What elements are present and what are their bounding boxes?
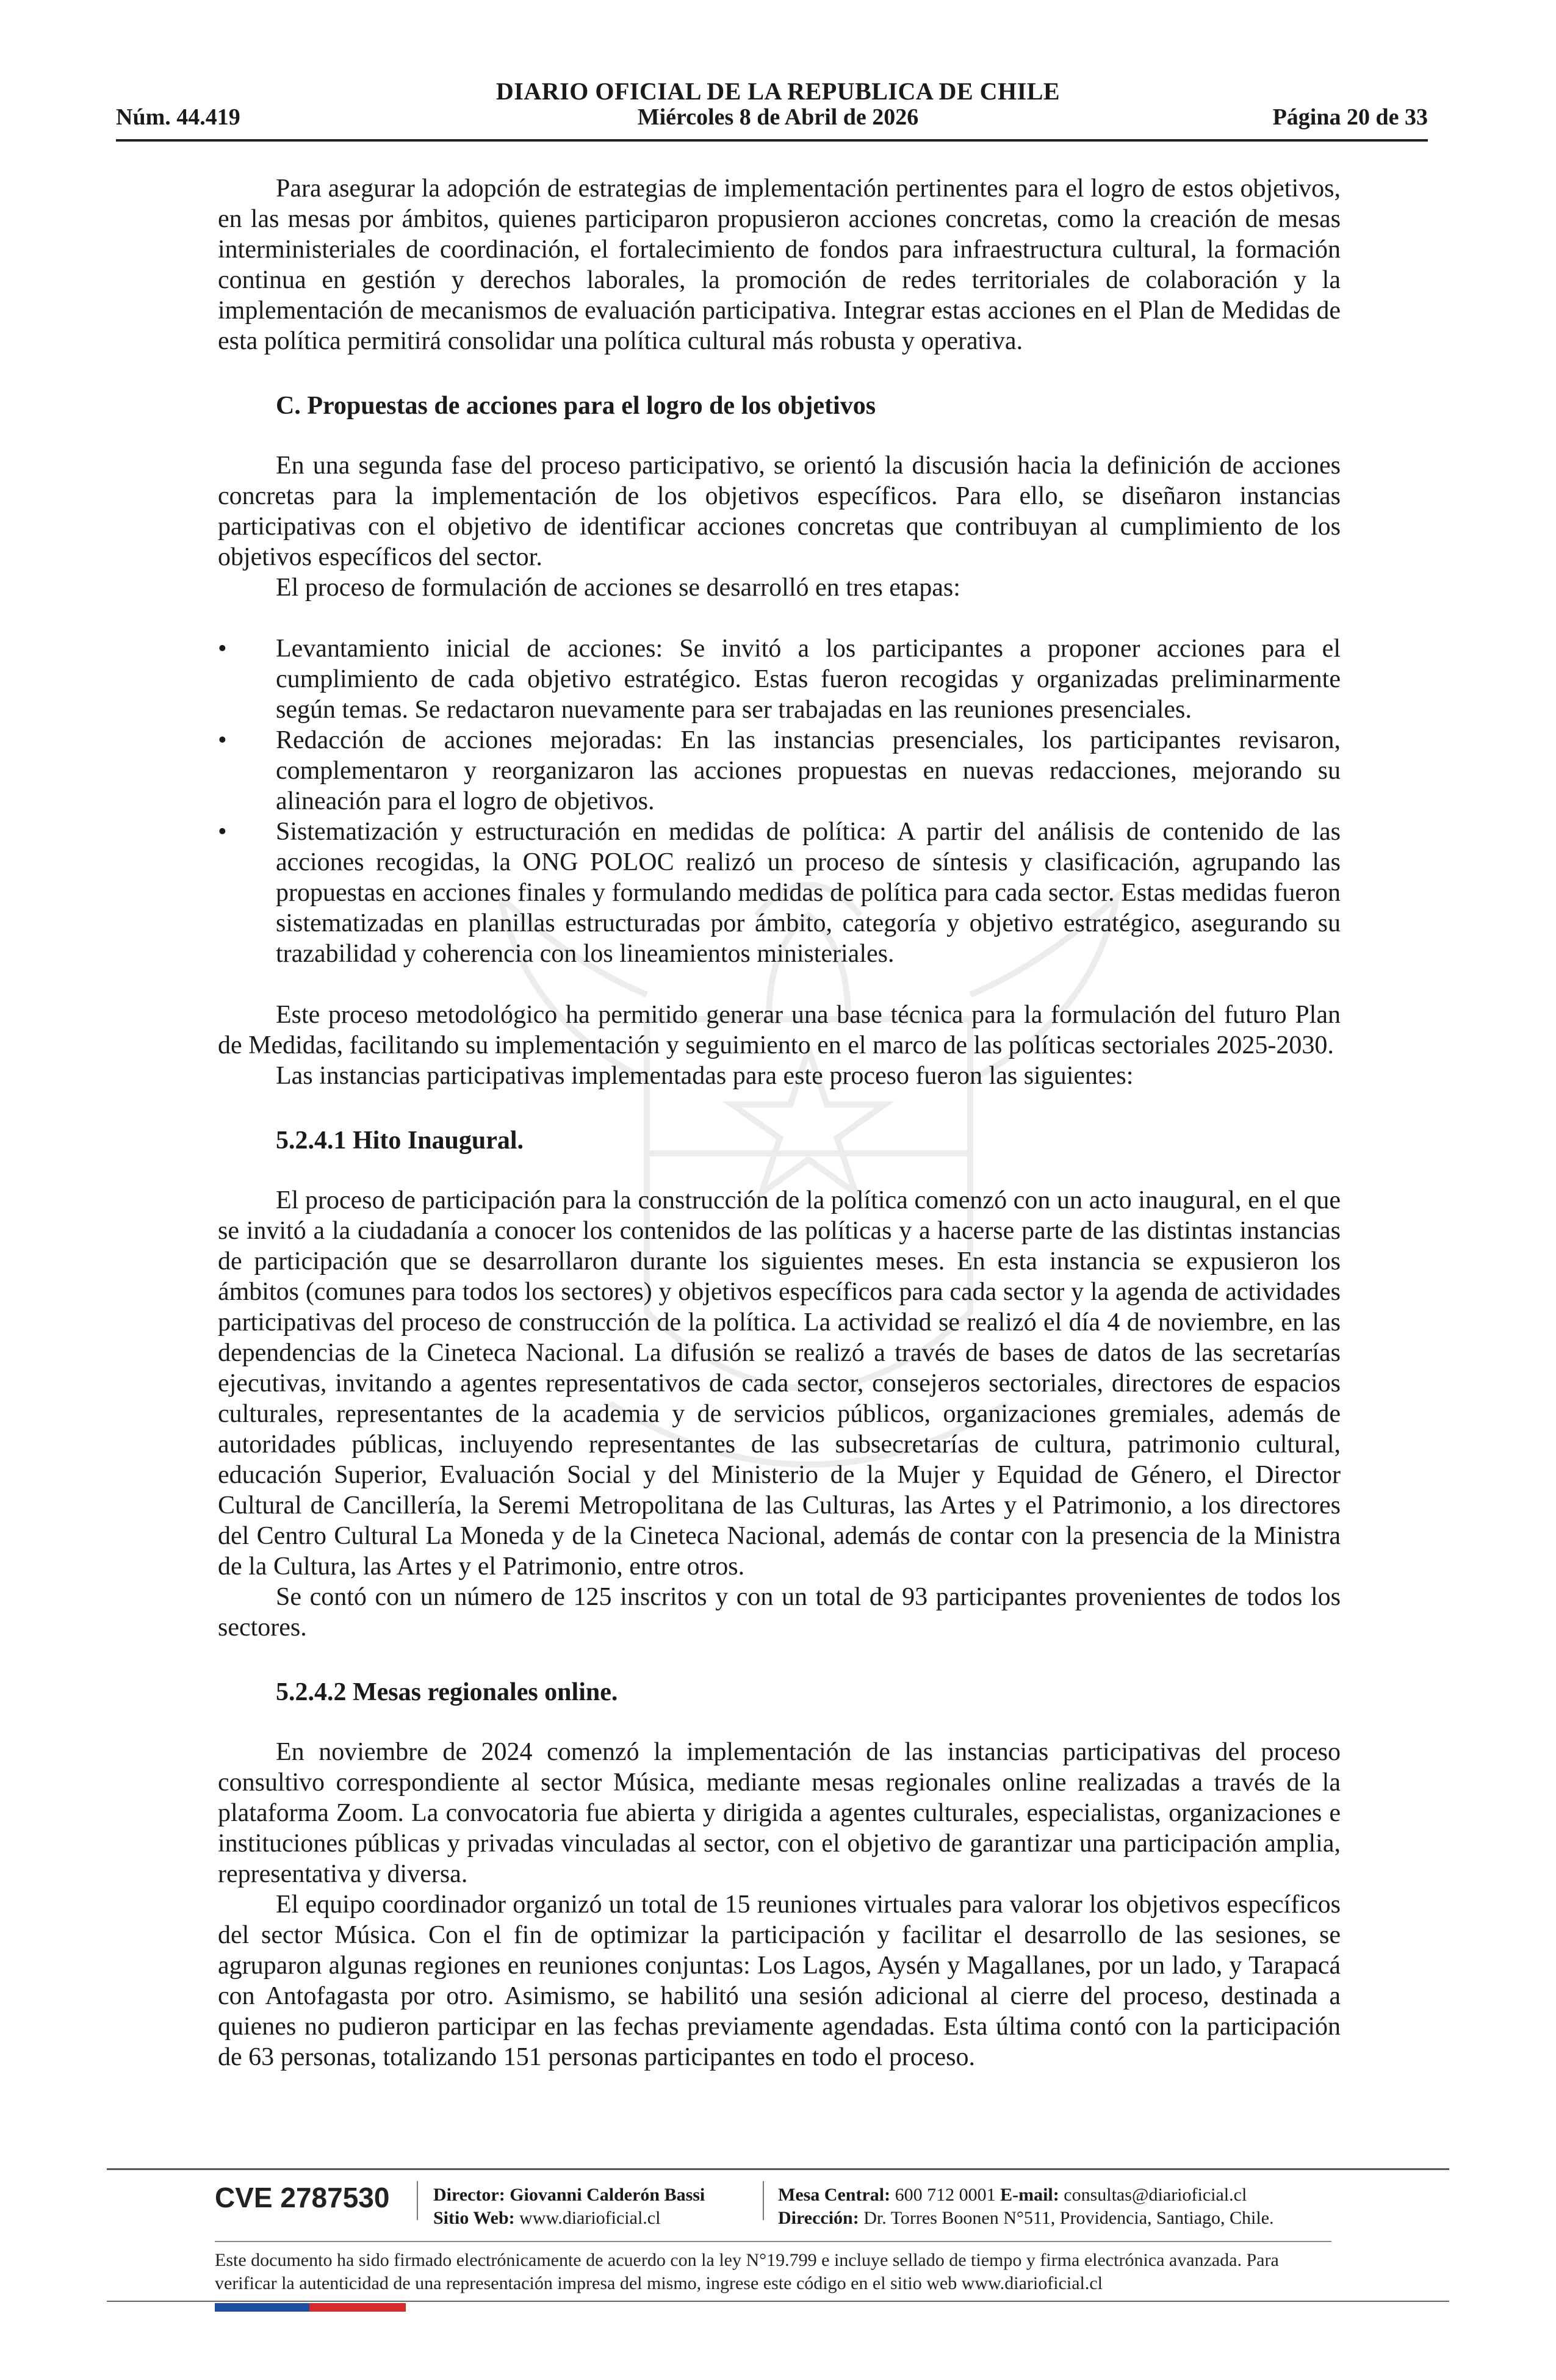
footer-contact-block	[778, 2183, 1274, 2230]
email-link[interactable]: consultas@diarioficial.cl	[1064, 2185, 1247, 2205]
paragraph: El proceso de participación para la construcción de la política comenzó con un acto inaugural, en el que se invitó a la ciudadanía a conocer los contenidos de las políticas y a hacerse parte de las distintas instancias de participación que se desarrollaron durante los siguientes meses. En esta instancia se expusieron los ámbitos (comunes para todos los sectores) y objetivos específicos para cada sector y la agenda de actividades participativas del proceso de construcción de la política. La actividad se realizó el día 4 de noviembre, en las dependencias de la Cineteca Nacional. La difusión se realizó a través de bases de datos de las secretarías ejecutivas, invitando a agentes representativos de cada sector, consejeros sectoriales, directores de espacios culturales, representantes de la academia y de servicios públicos, organizaciones gremiales, además de autoridades públicas, incluyendo representantes de las subsecretarías de cultura, patrimonio cultural, educación Superior, Evaluación Social y del Ministerio de la Mujer y Equidad de Género, el Director Cultural de Cancillería, la Seremi Metropolitana de las Culturas, las Artes y el Patrimonio, a los directores del Centro Cultural La Moneda y de la Cineteca Nacional, además de contar con la presencia de la Ministra de la Cultura, las Artes y el Patrimonio, entre otros.	[218, 1186, 1341, 1581]
stages-list	[218, 633, 1341, 969]
paragraph: En una segunda fase del proceso participativo, se orientó la discusión hacia la definición de acciones concretas para la implementación de los objetivos específicos. Para ello, se diseñaron instancias participativas con el objetivo de identificar acciones concretas que contribuyan al cumplimiento de los objetivos específicos del sector.	[218, 452, 1341, 571]
list-item	[218, 633, 1341, 725]
issue-date: Miércoles 8 de Abril de 2026	[637, 104, 919, 130]
email-label: E-mail:	[1000, 2185, 1059, 2205]
bullet-marker: •	[218, 818, 227, 846]
list-item	[218, 817, 1341, 969]
paragraph: Se contó con un número de 125 inscritos y con un total de 93 participantes provenientes de todos los sectores.	[218, 1583, 1341, 1642]
bullet-marker: •	[218, 635, 227, 663]
footer-divider	[107, 2301, 1449, 2302]
director-label: Director:	[433, 2185, 505, 2205]
footer-director-block	[433, 2183, 705, 2230]
header-divider	[116, 139, 1428, 142]
paragraph: El proceso de formulación de acciones se desarrolló en tres etapas:	[276, 574, 960, 602]
paragraph: Las instancias participativas implementadas para este proceso fueron las siguientes:	[276, 1062, 1134, 1090]
bullet-marker: •	[218, 726, 227, 754]
website-label: Sitio Web:	[433, 2208, 515, 2228]
phone-value: 600 712 0001	[895, 2185, 996, 2205]
list-item-text: Sistematización y estructuración en medidas de política: A partir del análisis de contenido de las acciones recogidas, la ONG POLOC realizó un proceso de síntesis y clasificación, agrupando las propuestas en acciones finales y formulando medidas de política para cada sector. Estas medidas fueron sistematizadas en planillas estructuradas por ámbito, categoría y objetivo estratégico, asegurando su trazabilidad y coherencia con los lineamientos ministeriales.	[276, 818, 1341, 968]
paragraph: Este proceso metodológico ha permitido generar una base técnica para la formulación del futuro Plan de Medidas, facilitando su implementación y seguimiento en el marco de las políticas sectoriales 2025-2030.	[218, 1001, 1341, 1059]
list-item	[218, 725, 1341, 817]
list-item-text: Levantamiento inicial de acciones: Se invitó a los participantes a proponer acciones para el cumplimiento de cada objetivo estratégico. Estas fueron recogidas y organizadas preliminarmente según temas. Se redactaron nuevamente para ser trabajadas en las reuniones presenciales.	[276, 635, 1341, 724]
signature-notice: Este documento ha sido firmado electrónicamente de acuerdo con la ley N°19.799 e incluye sellado de tiempo y firma electrónica avanzada. Para verificar la autenticidad de una representación impresa del mismo, ingrese este código en el sitio web www.diarioficial.cl	[215, 2250, 1279, 2293]
section-heading: C. Propuestas de acciones para el logro de los objetivos	[276, 392, 876, 420]
subsection-heading: 5.2.4.1 Hito Inaugural.	[276, 1127, 524, 1155]
address-value: Dr. Torres Boonen N°511, Providencia, Santiago, Chile.	[863, 2208, 1274, 2228]
footer-separator	[763, 2181, 764, 2220]
paragraph: Para asegurar la adopción de estrategias de implementación pertinentes para el logro de estos objetivos, en las mesas por ámbitos, quienes participaron propusieron acciones concretas, como la creación de mesas interministeriales de coordinación, el fortalecimiento de fondos para infraestructura cultural, la formación continua en gestión y derechos laborales, la promoción de redes territoriales de colaboración y la implementación de mecanismos de evaluación participativa. Integrar estas acciones en el Plan de Medidas de esta política permitirá consolidar una política cultural más robusta y operativa.	[218, 175, 1341, 355]
cve-code: CVE 2787530	[215, 2182, 390, 2213]
footer-divider	[107, 2168, 1449, 2170]
paragraph: En noviembre de 2024 comenzó la implementación de las instancias participativas del proceso consultivo correspondiente al sector Música, mediante mesas regionales online realizadas a través de la plataforma Zoom. La convocatoria fue abierta y dirigida a agentes culturales, especialistas, organizaciones e instituciones públicas y privadas vinculadas al sector, con el objetivo de garantizar una participación amplia, representativa y diversa.	[218, 1738, 1341, 1888]
footer-separator	[417, 2181, 418, 2220]
address-label: Dirección:	[778, 2208, 859, 2228]
list-item-text: Redacción de acciones mejoradas: En las instancias presenciales, los participantes revisaron, complementaron y reorganizaron las acciones propuestas en nuevas redacciones, mejorando su alineación para el logro de objetivos.	[276, 726, 1341, 815]
flag-bar-blue	[215, 2303, 309, 2312]
paragraph: El equipo coordinador organizó un total de 15 reuniones virtuales para valorar los objetivos específicos del sector Música. Con el fin de optimizar la participación y facilitar el desarrollo de las sesiones, se agruparon algunas regiones en reuniones conjuntas: Los Lagos, Aysén y Magallanes, por un lado, y Tarapacá con Antofagasta por otro. Asimismo, se habilitó una sesión adicional al cierre del proceso, destinada a quienes no pudieron participar en las fechas previamente agendadas. Esta última contó con la participación de 63 personas, totalizando 151 personas participantes en todo el proceso.	[218, 1891, 1341, 2071]
newspaper-title: DIARIO OFICIAL DE LA REPUBLICA DE CHILE	[495, 78, 1061, 105]
page-number: Página 20 de 33	[1272, 104, 1428, 130]
director-name: Giovanni Calderón Bassi	[510, 2185, 705, 2205]
phone-label: Mesa Central:	[778, 2185, 891, 2205]
footer-divider	[215, 2241, 1331, 2242]
issue-number: Núm. 44.419	[116, 104, 240, 130]
article-body	[218, 173, 1341, 2072]
website-link[interactable]: www.diarioficial.cl	[519, 2208, 661, 2228]
subsection-heading: 5.2.4.2 Mesas regionales online.	[276, 1678, 618, 1706]
flag-bar-red	[309, 2303, 406, 2312]
